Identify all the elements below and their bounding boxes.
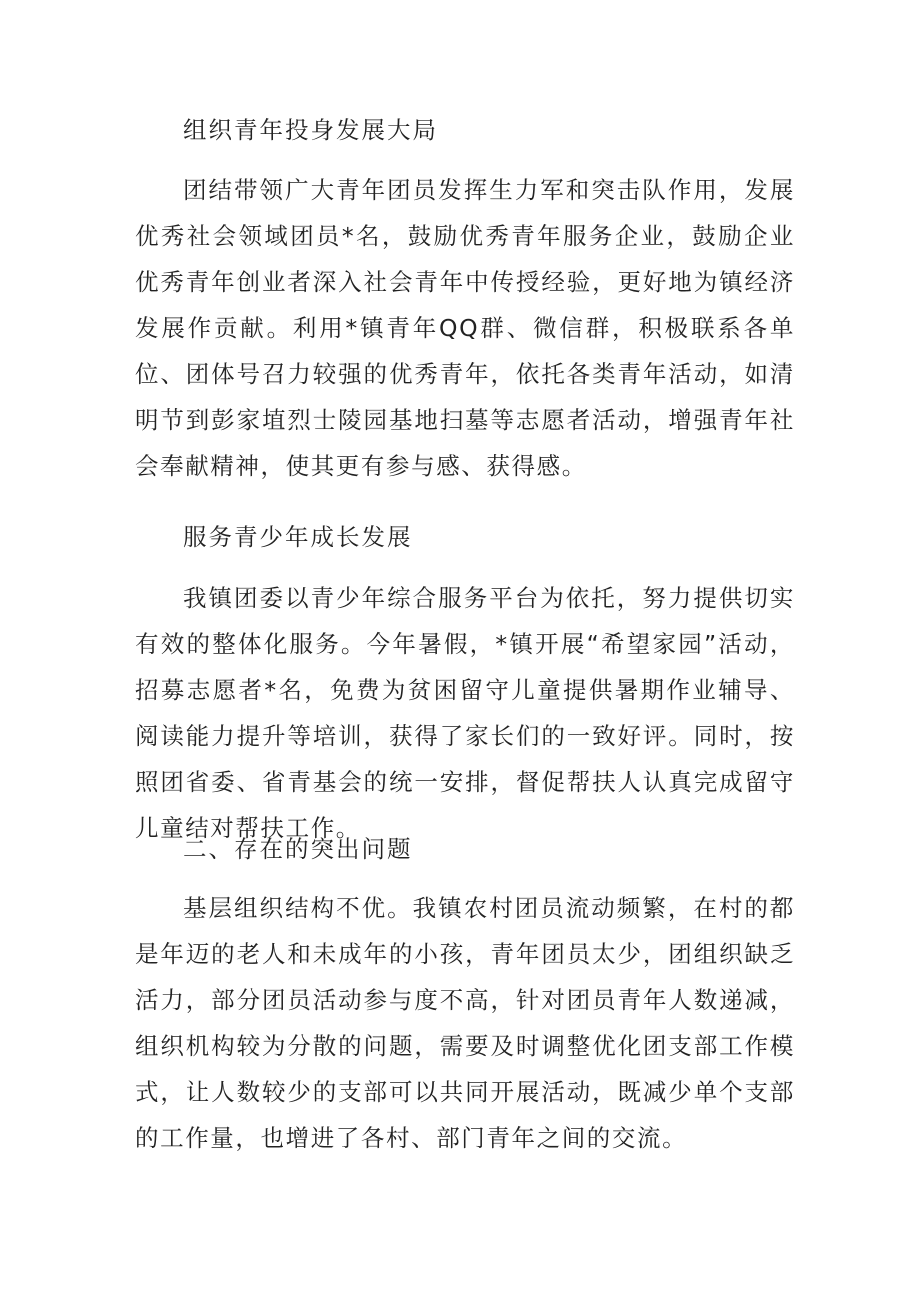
body-paragraph: 团结带领广大青年团员发挥生力军和突击队作用，发展优秀社会领域团员*名，鼓励优秀青年服务企业，鼓励企业优秀青年创业者深入社会青年中传授经验，更好地为镇经济发展作贡献。利用*镇青年QQ群、微信群，积极联系各单位、团体号召力较强的优秀青年，依托各类青年活动，如清明节到彭家埴烈士陵园基地扫墓等志愿者活动，增强青年社会奉献精神，使其更有参与感、获得感。: [135, 176, 795, 480]
body-paragraph: 我镇团委以青少年综合服务平台为依托，努力提供切实有效的整体化服务。今年暑假，*镇开展“希望家园”活动，招募志愿者*名，免费为贫困留守儿童提供暑期作业辅导、阅读能力提升等培训，获得了家长们的一致好评。同时，按照团省委、省青基会的统一安排，督促帮扶人认真完成留守儿童结对帮扶工作。: [135, 584, 795, 842]
section-heading: 二、存在的突出问题: [183, 835, 413, 863]
section-heading: 组织青年投身发展大局: [183, 116, 438, 144]
section-heading: 服务青少年成长发展: [183, 523, 413, 551]
body-paragraph: 基层组织结构不优。我镇农村团员流动频繁，在村的都是年迈的老人和未成年的小孩，青年团员太少，团组织缺乏活力，部分团员活动参与度不高，针对团员青年人数递减，组织机构较为分散的问题，需要及时调整优化团支部工作模式，让人数较少的支部可以共同开展活动，既减少单个支部的工作量，也增进了各村、部门青年之间的交流。: [135, 894, 795, 1152]
